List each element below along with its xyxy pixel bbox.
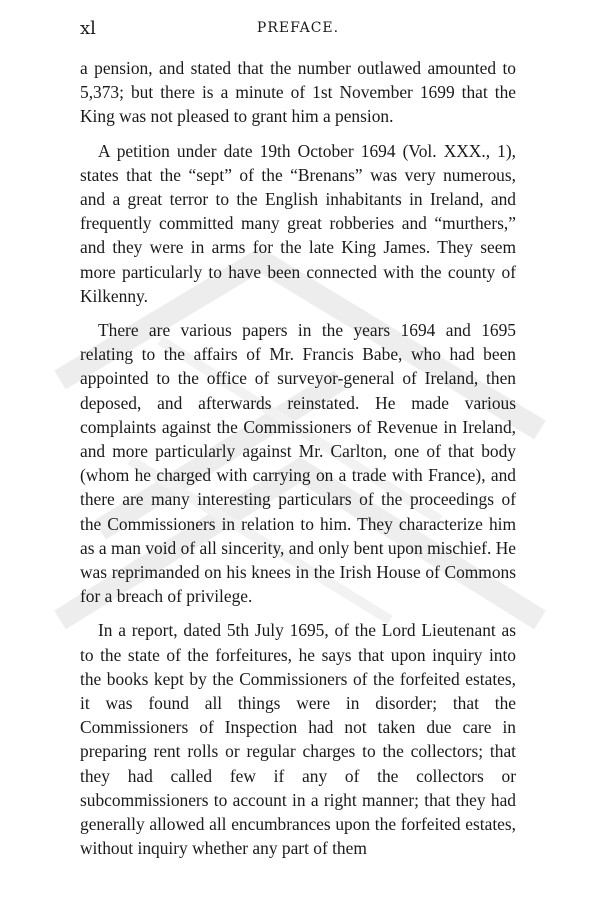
page-number: xl (80, 18, 96, 39)
paragraph: There are various papers in the years 1694 and 1695 relating to the affairs of Mr. Francis Babe, who had been appointed to the office of surveyor-general of Ireland, then deposed, and afterwards reinstated. He made various complaints against the Commissioners of Revenue in Ireland, and more particularly against Mr. Carlton, one of that body (whom he charged with carrying on a trade with France), and there are many interesting particulars of the proceedings of the Commissioners in relation to him. They characterize him as a man void of all sincerity, and only bent upon mischief. He was reprimanded on his knees in the Irish House of Commons for a breach of privilege. (80, 320, 516, 607)
body-text (80, 56, 516, 871)
paragraph: a pension, and stated that the number outlawed amounted to 5,373; but there is a minute of 1st November 1699 that the King was not pleased to grant him a pension. (80, 58, 516, 127)
paragraph: A petition under date 19th October 1694 (Vol. XXX., 1), states that the “sept” of the “Brenans” was very numerous, and a great terror to the English inhabitants in Ireland, and frequently committed many great robberies and “murthers,” and they were in arms for the late King James. They seem more particularly to have been connected with the county of Kilkenny. (80, 140, 516, 306)
page-header (80, 18, 516, 42)
paragraph: In a report, dated 5th July 1695, of the Lord Lieutenant as to the state of the forfeitures, he says that upon inquiry into the books kept by the Commissioners of the forfeited estates, it was found all things were in disorder; that the Commissioners of Inspection had not taken due care in preparing rent rolls or regular charges to the collectors; that they had called few if any of the collectors or subcommissioners to account in a right manner; that they had generally allowed all encumbrances upon the forfeited estates, without inquiry whether any part of them (80, 620, 516, 859)
running-head: PREFACE. (256, 20, 340, 36)
